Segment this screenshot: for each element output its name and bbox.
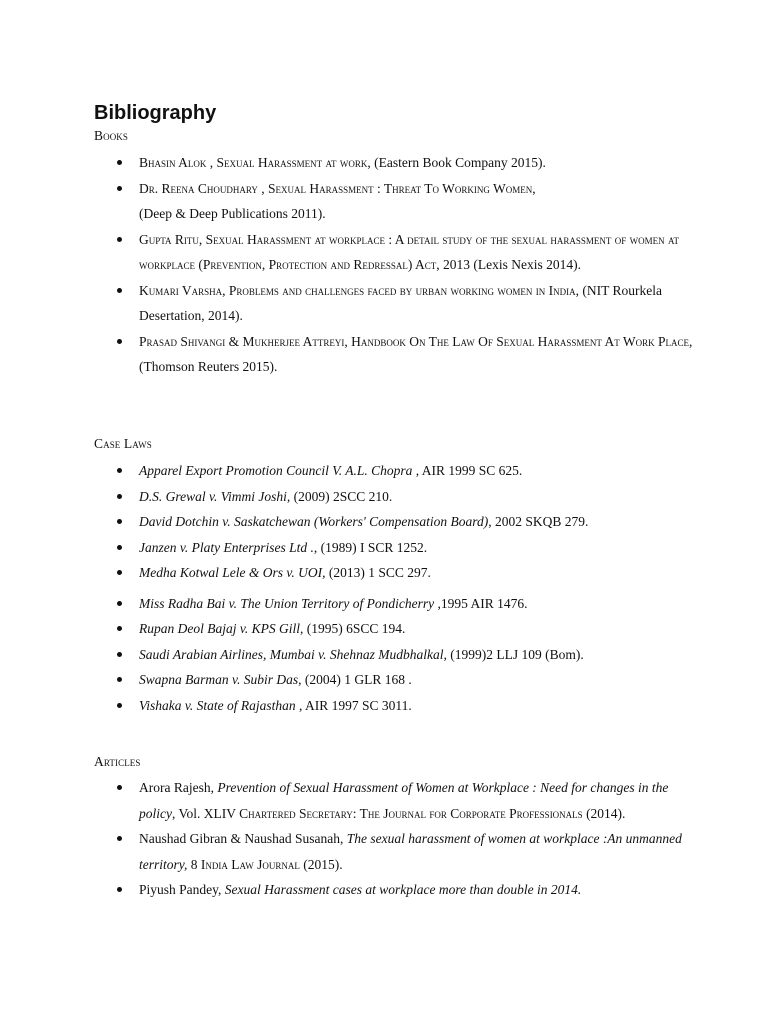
list-item [0, 667, 768, 693]
book-author-title: Dr. Reena Choudhary , Sexual Harassment : Threat To Working Women, [139, 180, 536, 196]
book-publisher: (Deep & Deep Publications 2011). [139, 206, 326, 221]
list-item [0, 227, 768, 278]
list-item [0, 616, 768, 642]
list-item [0, 484, 768, 510]
list-item [0, 150, 768, 176]
section-heading-case-laws: Case Laws [94, 436, 152, 451]
case-citation: , AIR 1997 SC 3011. [295, 697, 412, 713]
articles-list [0, 775, 768, 903]
article-volume: , Vol. XLIV [172, 805, 240, 821]
case-citation: , (2004) 1 GLR 168 . [298, 672, 412, 687]
case-name: Medha Kotwal Lele & Ors v. UOI, [139, 565, 326, 580]
case-citation: , 2002 SKQB 279. [488, 514, 589, 529]
list-item [0, 591, 768, 617]
list-item [0, 642, 768, 668]
list-item [0, 278, 768, 329]
book-publisher: (Lexis Nexis 2014). [470, 257, 581, 272]
case-citation: ,1995 AIR 1476. [434, 595, 528, 611]
list-item [0, 509, 768, 535]
case-citation: (2013) 1 SCC 297. [325, 565, 431, 580]
book-author-title: Prasad Shivangi & Mukherjee Attreyi, Handbook On The Law Of Sexual Harassment At Work Place, [139, 333, 693, 349]
list-item [0, 877, 768, 903]
list-item [0, 329, 768, 380]
section-heading-articles: Articles [94, 754, 141, 769]
case-name: Saudi Arabian Airlines, Mumbai v. Shehnaz Mudbhalkal, [139, 646, 447, 662]
page-title: Bibliography [94, 102, 217, 124]
book-author-title: Kumari Varsha, Problems and challenges faced by urban working women in India, [139, 282, 579, 298]
article-author: Piyush Pandey, [139, 882, 225, 897]
case-name: Janzen v. Platy Enterprises Ltd . [139, 539, 314, 555]
case-citation: , (1995) 6SCC 194. [299, 621, 406, 636]
case-citation: (2009) 2SCC 210. [290, 488, 393, 504]
article-volume: 8 [187, 856, 201, 872]
case-name: Rupan Deol Bajaj v. KPS Gill [139, 621, 300, 636]
case-laws-list [0, 458, 768, 718]
list-item [0, 826, 768, 877]
list-item [0, 775, 768, 826]
article-title: The sexual harassment of women at workplace :An unmanned territory, [139, 831, 682, 872]
list-item [0, 693, 768, 719]
case-name: Apparel Export Promotion Council V. A.L. Chopra [139, 463, 413, 478]
article-title: Sexual Harassment cases at workplace more than double in 2014. [224, 882, 582, 897]
book-publisher: (Thomson Reuters 2015). [139, 359, 278, 374]
list-item [0, 535, 768, 561]
case-name: Miss Radha Bai v. The Union Territory of Pondicherry [139, 595, 435, 611]
books-list [0, 150, 768, 380]
case-citation: , AIR 1999 SC 625. [412, 463, 523, 478]
case-citation: , (1989) I SCR 1252. [313, 539, 428, 555]
book-publisher: (Eastern Book Company 2015). [370, 155, 546, 170]
book-author-title: Bhasin Alok , Sexual Harassment at work, [139, 155, 371, 170]
section-heading-books: Books [94, 128, 129, 143]
book-publisher: (NIT Rourkela Desertation, 2014). [139, 282, 662, 323]
case-name: Vishaka v. State of Rajasthan [139, 697, 296, 713]
list-item [0, 560, 768, 586]
case-name: D.S. Grewal v. Vimmi Joshi, [139, 488, 291, 504]
article-journal: India Law Journal [200, 856, 300, 872]
book-author-title: Gupta Ritu, Sexual Harassment at workplace : A detail study of the sexual harassment of women at workplace (Prevention, Protection and Redressal) Act, 2013 [139, 231, 679, 272]
article-title: Prevention of Sexual Harassment of Women at Workplace : Need for changes in the policy [139, 780, 669, 821]
case-citation: (1999)2 LLJ 109 (Bom). [446, 646, 584, 662]
article-author: Naushad Gibran & Naushad Susanah, [139, 831, 347, 846]
case-name: Swapna Barman v. Subir Das [139, 672, 299, 687]
case-name: David Dotchin v. Saskatchewan (Workers' Compensation Board) [139, 514, 489, 529]
article-year: (2015). [299, 856, 343, 872]
article-journal: Chartered Secretary: The Journal for Corporate Professionals [239, 805, 583, 821]
article-author: Arora Rajesh, [139, 780, 218, 795]
list-item [0, 458, 768, 484]
article-year: (2014). [582, 805, 626, 821]
list-item [0, 176, 768, 227]
